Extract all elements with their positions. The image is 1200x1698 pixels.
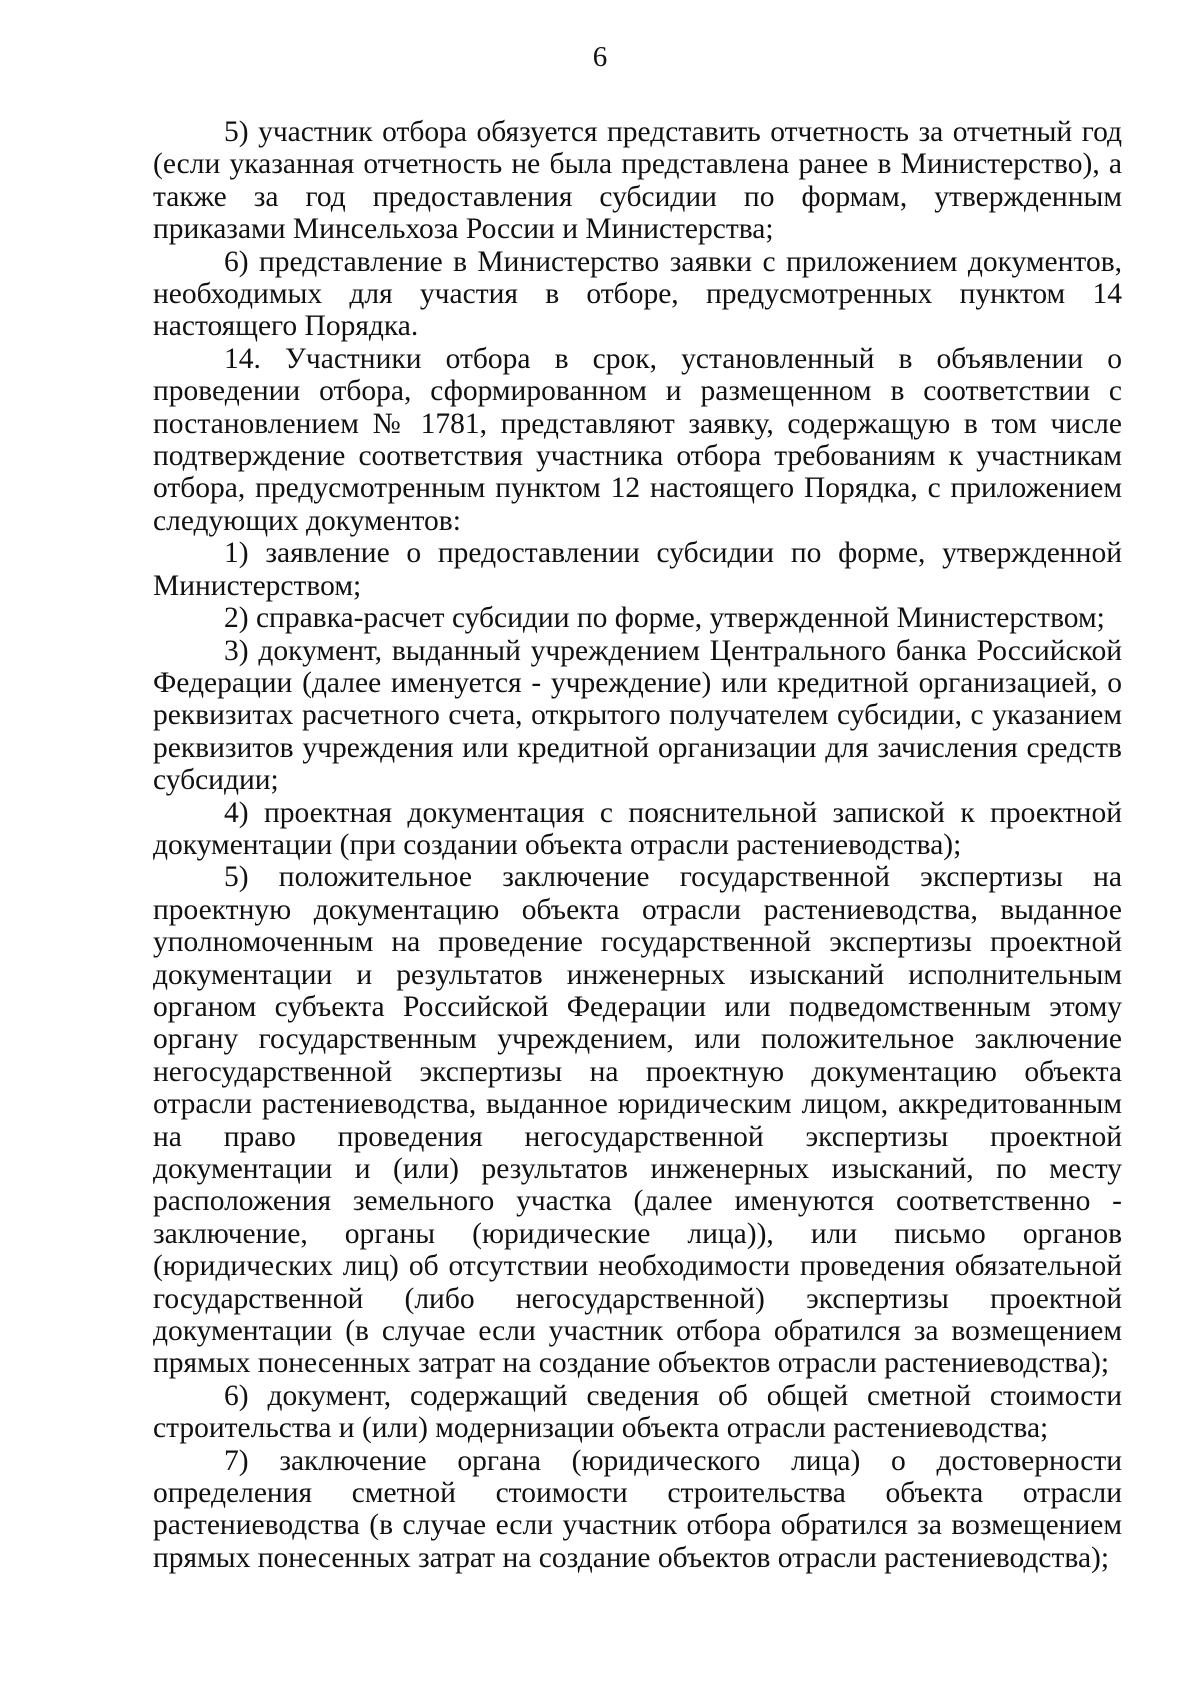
document-body	[153, 116, 1122, 1574]
page-number: 6	[592, 41, 608, 73]
paragraph-doc-6-cost-estimate: 6) документ, содержащий сведения об общей сметной стоимости строительства и (или) модернизации объекта отрасли растениеводства;	[153, 1379, 1122, 1445]
paragraph-doc-4-project-documentation: 4) проектная документация с пояснительной запиской к проектной документации (при создании объекта отрасли растениеводства);	[153, 796, 1122, 861]
paragraph-doc-7-cost-verification: 7) заключение органа (юридического лица) о достоверности определения сметной стоимости строительства объекта отрасли растениеводства (в случае если участник отбора обратился за возмещением прямых понесенных затрат на создание объектов отрасли растениеводства);	[153, 1444, 1122, 1574]
paragraph-doc-2-calculation: 2) справка-расчет субсидии по форме, утвержденной Министерством;	[224, 602, 1105, 635]
paragraph-clause-14: 14. Участники отбора в срок, установленный в объявлении о проведении отбора, сформированном и размещенном в соответствии с постановлением № 1781, представляют заявку, содержащую в том числе подтверждение соответствия участника отбора требованиям к участникам отбора, предусмотренным пунктом 12 настоящего Порядка, с приложением следующих документов:	[153, 342, 1122, 537]
paragraph-doc-5-expert-conclusion: 5) положительное заключение государственной экспертизы на проектную документацию объекта отрасли растениеводства, выданное уполномоченным на проведение государственной экспертизы проектной документации и результатов инженерных изысканий исполнительным органом субъекта Российской Федерации или подведомственным этому органу государственным учреждением, или положительное заключение негосударственной экспертизы на проектную документацию объекта отрасли растениеводства, выданное юридическим лицом, аккредитованным на право проведения негосударственной экспертизы проектной документации и (или) результатов инженерных изысканий, по месту расположения земельного участка (далее именуются соответственно - заключение, органы (юридические лица)), или письмо органов (юридических лиц) об отсутствии необходимости проведения обязательной государственной (либо негосударственной) экспертизы проектной документации (в случае если участник отбора обратился за возмещением прямых понесенных затрат на создание объектов отрасли растениеводства);	[153, 861, 1122, 1380]
paragraph-doc-1-statement: 1) заявление о предоставлении субсидии по форме, утвержденной Министерством;	[153, 537, 1122, 602]
paragraph-doc-3-bank-details: 3) документ, выданный учреждением Центрального банка Российской Федерации (далее именуется - учреждение) или кредитной организацией, о реквизитах расчетного счета, открытого получателем субсидии, с указанием реквизитов учреждения или кредитной организации для зачисления средств субсидии;	[153, 634, 1122, 797]
paragraph-item-6-application-submission: 6) представление в Министерство заявки с приложением документов, необходимых для участия в отборе, предусмотренных пунктом 14 настоящего Порядка.	[153, 245, 1122, 343]
paragraph-item-5-reporting-obligation: 5) участник отбора обязуется представить отчетность за отчетный год (если указанная отчетность не была представлена ранее в Министерство), а также за год предоставления субсидии по формам, утвержденным приказами Минсельхоза России и Министерства;	[153, 116, 1122, 246]
